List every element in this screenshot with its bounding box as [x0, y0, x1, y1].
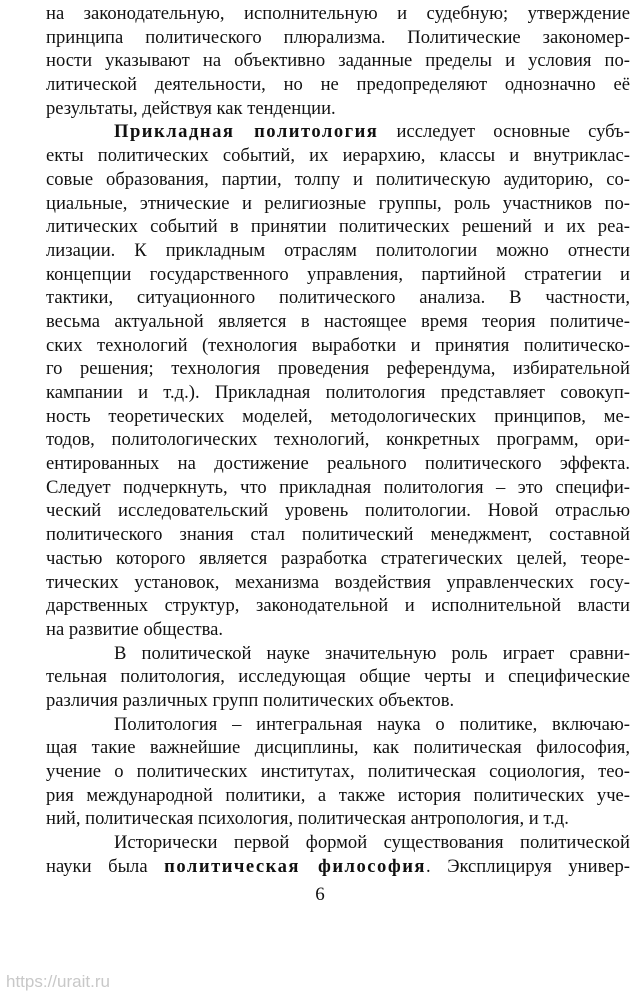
text-line: результаты, действуя как тенденции.: [46, 97, 336, 119]
text-line: кампании и т.д.). Прикладная политология представляет совокуп-: [46, 382, 630, 403]
text-line: В политической науке значительную роль играет сравни-: [114, 642, 630, 664]
document-page: [46, 2, 630, 878]
text-line: [46, 855, 630, 879]
text-line: учение о политических институтах, политическая социология, тео-: [46, 761, 630, 782]
term-applied-political-science: Прикладная политология: [114, 121, 379, 143]
text-line: лизации. К прикладным отраслям политологии можно отнести: [46, 239, 630, 261]
text-line: на развитие общества.: [46, 618, 224, 640]
source-watermark: https://urait.ru: [6, 972, 110, 991]
text-fragment: исследует основные субъ-: [378, 121, 630, 143]
paragraph-applied-political-science: [46, 120, 630, 641]
text-line: тических установок, механизма воздействия управленческих госу-: [46, 571, 630, 593]
paragraph-integral-science: [46, 713, 630, 831]
text-line: ческий исследовательский уровень политологии. Новой отраслью: [46, 500, 630, 522]
text-line: на законодательную, исполнительную и судебную; утверждение: [46, 3, 630, 24]
text-line: весьма актуальной является в настоящее время теория политиче-: [46, 310, 630, 332]
text-line: политического знания стал политический менеджмент, составной: [46, 524, 630, 546]
text-line: Политология – интегральная наука о политике, включаю-: [114, 713, 630, 735]
text-line: различия различных групп политических объектов.: [46, 689, 455, 711]
text-line: концепции государственного управления, партийной стратегии и: [46, 263, 630, 285]
paragraph-comparative-political-science: [46, 642, 630, 713]
text-line: ность теоретических моделей, методологических принципов, ме-: [46, 405, 630, 427]
text-line: дарственных структур, законодательной и исполнительной власти: [46, 595, 630, 617]
text-line: [46, 120, 630, 144]
text-line: тельная политология, исследующая общие черты и специфические: [46, 666, 630, 688]
text-line: Следует подчеркнуть, что прикладная политология – это специфи-: [46, 476, 630, 498]
text-line: Исторически первой формой существования политической: [114, 832, 630, 854]
text-line: тодов, политологических технологий, конкретных программ, ори-: [46, 429, 630, 451]
text-fragment: . Эксплицируя универ-: [425, 855, 630, 877]
paragraph-continuation: [46, 2, 630, 120]
text-fragment: науки была: [46, 855, 165, 877]
text-line: ности указывают на объективно заданные пределы и условия по-: [46, 50, 630, 72]
text-line: частью которого является разработка стратегических целей, теоре-: [46, 547, 630, 569]
text-line: го решения; технология проведения референдума, избирательной: [46, 358, 630, 380]
text-line: циальные, этнические и религиозные группы, роль участников по-: [46, 192, 630, 214]
text-line: литических событий в принятии политических решений и их реа-: [46, 216, 630, 238]
text-line: рия международной политики, а также история политических уче-: [46, 784, 630, 806]
text-line: екты политических событий, их иерархию, классы и внутриклас-: [46, 145, 630, 167]
text-line: ний, политическая психология, политическая антропология, и т.д.: [46, 808, 569, 830]
text-line: принципа политического плюрализма. Политические закономер-: [46, 26, 630, 48]
text-line: щая такие важнейшие дисциплины, как политическая философия,: [46, 737, 630, 759]
paragraph-political-philosophy: [46, 831, 630, 878]
page-number: 6: [315, 884, 325, 905]
text-line: совые образования, партии, толпу и политическую аудиторию, со-: [46, 168, 630, 190]
text-line: тактики, ситуационного политического анализа. В частности,: [46, 287, 630, 309]
text-line: ских технологий (технология выработки и принятия политическо-: [46, 334, 630, 356]
text-line: литической деятельности, но не предопределяют однозначно её: [46, 74, 630, 96]
term-political-philosophy: политическая философия: [164, 855, 426, 877]
text-line: ентированных на достижение реального политического эффекта.: [46, 453, 630, 475]
